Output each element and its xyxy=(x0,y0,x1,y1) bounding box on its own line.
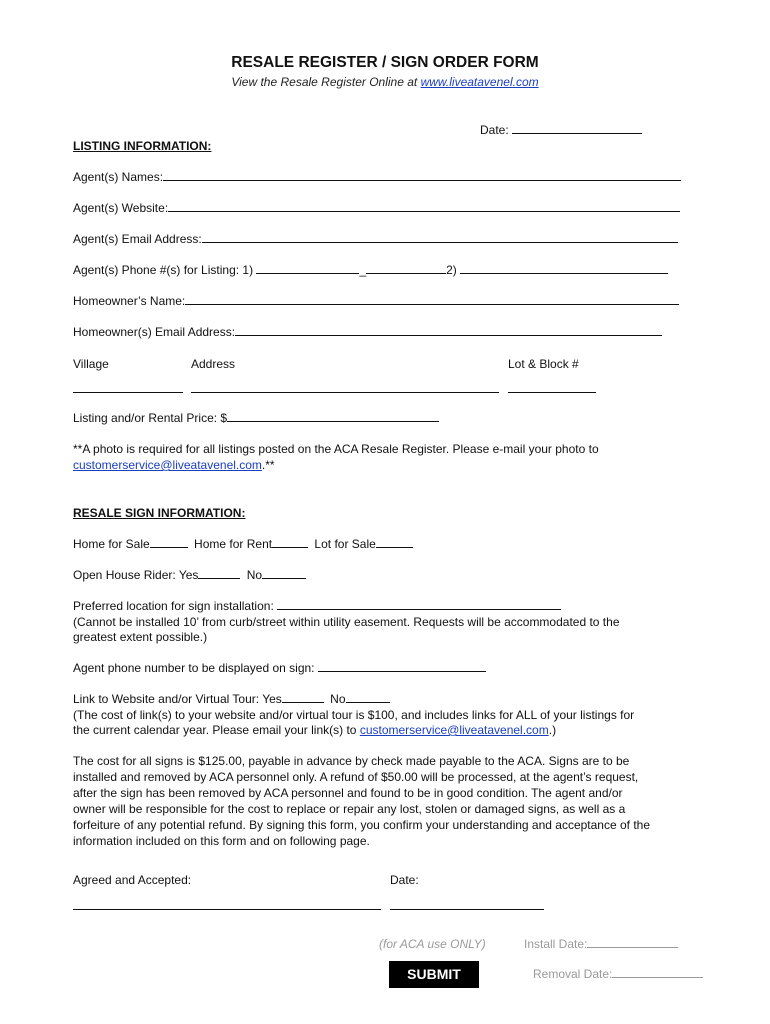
removal-date-field[interactable] xyxy=(612,967,703,978)
pref-note-line-1: (Cannot be installed 10’ from curb/street within utility easement. Requests will be accommodated to the xyxy=(73,615,620,629)
cost-line-3: after the sign has been removed by ACA personnel and found to be in good condition. The agent and/or xyxy=(73,786,623,800)
agent-phone-2-field[interactable] xyxy=(460,263,668,274)
install-date-label: Install Date: xyxy=(524,937,588,951)
link-email-link[interactable]: customerservice@liveatavenel.com xyxy=(359,723,549,737)
pref-location-row xyxy=(73,599,561,613)
homeowner-email-field[interactable] xyxy=(235,325,662,336)
signature-field[interactable] xyxy=(73,897,381,910)
agreed-date-label: Date: xyxy=(390,873,419,887)
link-row xyxy=(73,692,390,706)
link-yes-label: Link to Website and/or Virtual Tour: Yes xyxy=(73,692,282,706)
price-label: Listing and/or Rental Price: $ xyxy=(73,411,228,425)
signature-date-field[interactable] xyxy=(390,897,544,910)
homeowner-name-label: Homeowner’s Name: xyxy=(73,294,186,308)
cost-line-4: owner will be responsible for the cost to replace or repair any lost, stolen or damaged signs, as well as a xyxy=(73,802,626,816)
phone-separator: _ xyxy=(359,263,367,277)
agent-names-field[interactable] xyxy=(163,170,681,181)
install-date-field[interactable] xyxy=(587,937,678,948)
open-house-row xyxy=(73,568,306,582)
form-title: RESALE REGISTER / SIGN ORDER FORM xyxy=(231,54,539,71)
price-row xyxy=(73,411,439,425)
link-no-field[interactable] xyxy=(346,692,390,703)
link-note-text: the current calendar year. Please email your link(s) to xyxy=(73,723,357,737)
subtitle-text: View the Resale Register Online at xyxy=(231,75,418,89)
agent-names-row xyxy=(73,170,681,184)
agent-email-field[interactable] xyxy=(202,232,678,243)
sign-heading: RESALE SIGN INFORMATION: xyxy=(73,506,246,520)
submit-button[interactable]: SUBMIT xyxy=(389,961,479,988)
link-note-end: .) xyxy=(548,723,557,737)
home-rent-label: Home for Rent xyxy=(194,537,273,551)
removal-date-label: Removal Date: xyxy=(533,967,613,981)
pref-note-line-2: greatest extent possible.) xyxy=(73,630,208,644)
agent-phone-row xyxy=(73,263,668,277)
agent-website-field[interactable] xyxy=(168,201,680,212)
photo-note-end: .** xyxy=(261,458,275,472)
install-date-row xyxy=(524,937,678,951)
address-field[interactable] xyxy=(191,380,499,393)
agent-website-row xyxy=(73,201,680,215)
cost-line-1: The cost for all signs is $125.00, payable in advance by check made payable to the ACA. Signs are to be xyxy=(73,754,630,768)
home-rent-field[interactable] xyxy=(272,537,308,548)
homeowner-email-label: Homeowner(s) Email Address: xyxy=(73,325,236,339)
homeowner-name-field[interactable] xyxy=(185,294,679,305)
photo-note-line-1: **A photo is required for all listings posted on the ACA Resale Register. Please e-mail your photo to xyxy=(73,442,599,456)
agent-phone-label: Agent(s) Phone #(s) for Listing: 1) xyxy=(73,263,254,277)
lot-sale-label: Lot for Sale xyxy=(314,537,376,551)
cost-line-5: forfeiture of any potential refund. By signing this form, you confirm your understanding and acceptance of the xyxy=(73,818,651,832)
agent-phone-2-label: 2) xyxy=(446,263,457,277)
rider-no-field[interactable] xyxy=(262,568,306,579)
link-note-line-1: (The cost of link(s) to your website and/or virtual tour is $100, and includes links for ALL of your listings for xyxy=(73,708,635,722)
agent-website-label: Agent(s) Website: xyxy=(73,201,169,215)
homeowner-name-row xyxy=(73,294,679,308)
aca-use-label: (for ACA use ONLY) xyxy=(379,937,486,951)
agent-phone-1-field[interactable] xyxy=(256,263,359,274)
photo-email-link[interactable]: customerservice@liveatavenel.com xyxy=(73,458,262,472)
date-label: Date: xyxy=(480,123,509,137)
lot-sale-field[interactable] xyxy=(376,537,413,548)
pref-location-field[interactable] xyxy=(277,599,561,610)
agreed-label: Agreed and Accepted: xyxy=(73,873,192,887)
homeowner-email-row xyxy=(73,325,662,339)
cost-line-6: information included on this form and on following page. xyxy=(73,834,370,848)
agent-email-label: Agent(s) Email Address: xyxy=(73,232,202,246)
cost-line-2: installed and removed by ACA personnel only. A refund of $50.00 will be processed, at the agent’s request, xyxy=(73,770,639,784)
link-yes-field[interactable] xyxy=(282,692,324,703)
sign-phone-field[interactable] xyxy=(318,661,486,672)
home-sale-label: Home for Sale xyxy=(73,537,150,551)
link-note-line-2 xyxy=(73,723,556,737)
village-label: Village xyxy=(73,357,109,371)
sign-phone-row xyxy=(73,661,486,675)
address-label: Address xyxy=(191,357,236,371)
date-row xyxy=(480,123,642,137)
photo-note-line-2 xyxy=(73,458,275,472)
sign-type-row xyxy=(73,537,413,551)
link-no-label: No xyxy=(330,692,346,706)
home-sale-field[interactable] xyxy=(150,537,188,548)
removal-date-row xyxy=(533,967,703,981)
price-field[interactable] xyxy=(227,411,439,422)
agent-email-row xyxy=(73,232,678,246)
lot-block-label: Lot & Block # xyxy=(508,357,579,371)
village-field[interactable] xyxy=(73,380,183,393)
rider-yes-field[interactable] xyxy=(198,568,240,579)
sign-phone-label: Agent phone number to be displayed on sign: xyxy=(73,661,315,675)
pref-location-label: Preferred location for sign installation: xyxy=(73,599,274,613)
website-link[interactable]: www.liveatavenel.com xyxy=(420,75,539,89)
date-field[interactable] xyxy=(512,123,642,134)
lot-block-field[interactable] xyxy=(508,380,596,393)
rider-no-label: No xyxy=(246,568,263,582)
form-subtitle xyxy=(0,75,770,89)
rider-yes-label: Open House Rider: Yes xyxy=(73,568,199,582)
agent-names-label: Agent(s) Names: xyxy=(73,170,164,184)
listing-heading: LISTING INFORMATION: xyxy=(73,139,212,153)
agent-phone-1b-field[interactable] xyxy=(366,263,446,274)
